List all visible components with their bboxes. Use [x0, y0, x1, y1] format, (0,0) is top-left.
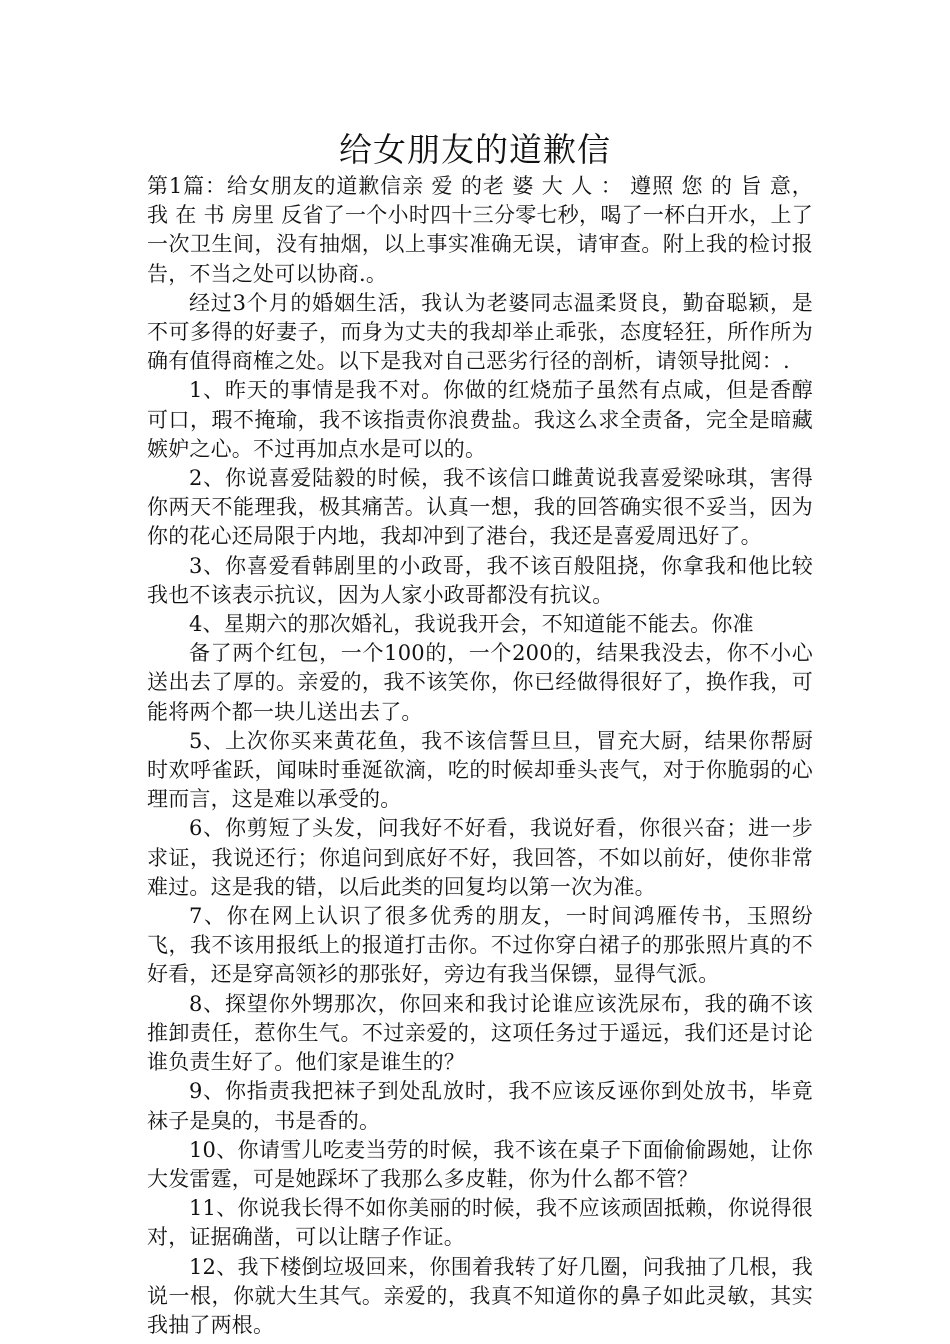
paragraph-item-10: 10、你请雪儿吃麦当劳的时候，我不该在桌子下面偷偷踢她，让你大发雷霆，可是她踩坏了我那么多皮鞋，你为什么都不管？: [147, 1137, 813, 1191]
paragraph-item-6: 6、你剪短了头发，问我好不好看，我说好看，你很兴奋；进一步求证，我说还行；你追问到底好不好，我回答，不如以前好，使你非常难过。这是我的错，以后此类的回复均以第一次为准。: [147, 816, 813, 899]
paragraph-item-4-line-1: 4、星期六的那次婚礼，我说我开会，不知道能不能去。你准: [189, 612, 754, 637]
document-body: [147, 172, 813, 1340]
paragraph-item-7: 7、你在网上认识了很多优秀的朋友，一时间鸿雁传书，玉照纷飞，我不该用报纸上的报道打击你。不过你穿白裙子的那张照片真的不好看，还是穿高领衫的那张好，旁边有我当保镖，显得气派。: [147, 904, 813, 987]
intro-paragraph: 第1篇：给女朋友的道歉信亲 爱 的老 婆 大 人 ： 遵照 您 的 旨 意， 我 在 书 房里 反省了一个小时四十三分零七秒，喝了一杯白开水，上了一次卫生间，没有抽烟，以上事实准确无误，请审查。附上我的检讨报告，不当之处可以协商.。: [147, 174, 813, 286]
paragraph-item-11: 11、你说我长得不如你美丽的时候，我不应该顽固抵赖，你说得很对，证据确凿，可以让瞎子作证。: [147, 1196, 813, 1250]
paragraph-item-8: 8、探望你外甥那次，你回来和我讨论谁应该洗尿布，我的确不该推卸责任，惹你生气。不过亲爱的，这项任务过于遥远，我们还是讨论谁负责生好了。他们家是谁生的？: [147, 991, 813, 1075]
paragraph-item-2: 2、你说喜爱陆毅的时候，我不该信口雌黄说我喜爱梁咏琪，害得你两天不能理我，极其痛苦。认真一想，我的回答确实很不妥当，因为你的花心还局限于内地，我却冲到了港台，我还是喜爱周迅好了。: [147, 466, 813, 549]
paragraph-preface: 经过3个月的婚姻生活，我认为老婆同志温柔贤良，勤奋聪颖，是不可多得的好妻子，而身为丈夫的我却举止乖张，态度轻狂，所作所为确有值得商榷之处。以下是我对自己恶劣行径的剖析，请领导批阅：.: [147, 290, 813, 374]
paragraph-item-3: 3、你喜爱看韩剧里的小政哥，我不该百般阻挠，你拿我和他比较我也不该表示抗议，因为人家小政哥都没有抗议。: [147, 553, 813, 607]
paragraph-item-4-continuation: 备了两个红包，一个100的，一个200的，结果我没去，你不小心送出去了厚的。亲爱的，我不该笑你，你已经做得很好了，换作我，可能将两个都一块儿送出去了。: [147, 641, 813, 724]
paragraph-item-5: 5、上次你买来黄花鱼，我不该信誓旦旦，冒充大厨，结果你帮厨时欢呼雀跃，闻味时垂涎欲滴，吃的时候却垂头丧气，对于你脆弱的心理而言，这是难以承受的。: [147, 728, 813, 812]
paragraph-item-1: 1、昨天的事情是我不对。你做的红烧茄子虽然有点咸，但是香醇可口，瑕不掩瑜，我不该指责你浪费盐。我这么求全责备，完全是暗藏嫉妒之心。不过再加点水是可以的。: [147, 378, 813, 461]
paragraph-item-9: 9、你指责我把袜子到处乱放时，我不应该反诬你到处放书，毕竟袜子是臭的，书是香的。: [147, 1079, 813, 1133]
document-title: 给女朋友的道歉信: [339, 130, 611, 169]
paragraph-item-12: 12、我下楼倒垃圾回来，你围着我转了好几圈，问我抽了几根，我说一根，你就大生其气。亲爱的，我真不知道你的鼻子如此灵敏，其实我抽了两根。: [147, 1254, 813, 1337]
